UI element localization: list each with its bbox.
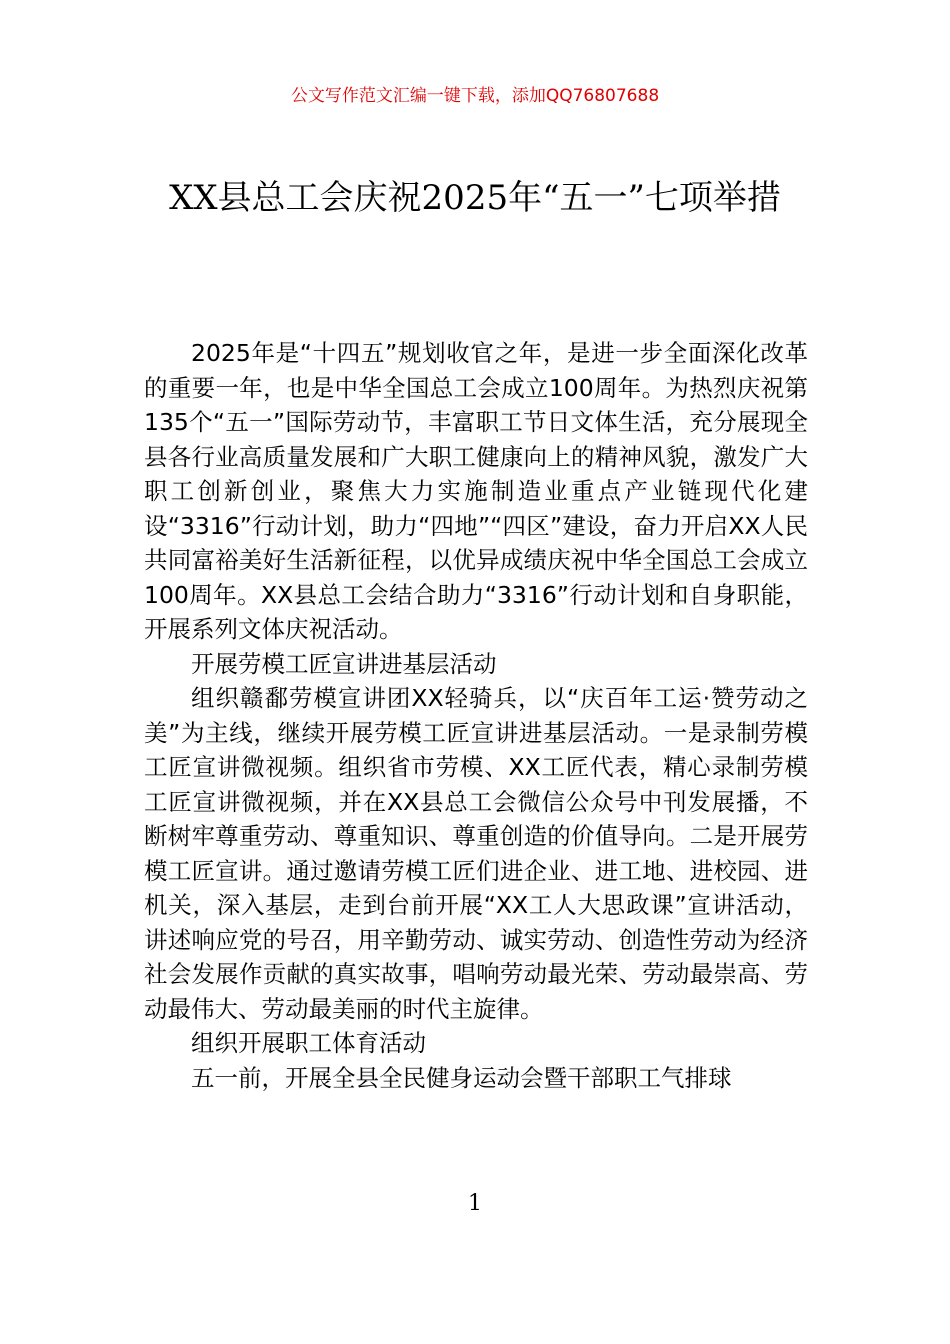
model-workers-paragraph: 组织赣鄱劳模宣讲团XX轻骑兵，以“庆百年工运·赞劳动之美”为主线，继续开展劳模工匠宣讲进基层活动。一是录制劳模工匠宣讲微视频。组织省市劳模、XX工匠代表，精心录制劳模工匠宣讲微视频，并在XX县总工会微信公众号中刊发展播，不断树牢尊重劳动、尊重知识、尊重创造的价值导向。二是开展劳模工匠宣讲。通过邀请劳模工匠们进企业、进工地、进校园、进机关，深入基层，走到台前开展“XX工人大思政课”宣讲活动，讲述响应党的号召，用辛勤劳动、诚实劳动、创造性劳动为经济社会发展作贡献的真实故事，唱响劳动最光荣、劳动最崇高、劳动最伟大、劳动最美丽的时代主旋律。 [144, 684, 808, 1023]
intro-paragraph: 2025年是“十四五”规划收官之年，是进一步全面深化改革的重要一年，也是中华全国总工会成立100周年。为热烈庆祝第135个“五一”国际劳动节，丰富职工节日文体生活，充分展现全县各行业高质量发展和广大职工健康向上的精神风貌，激发广大职工创新创业，聚焦大力实施制造业重点产业链现代化建设“3316”行动计划，助力“四地”“四区”建设，奋力开启XX人民共同富裕美好生活新征程，以优异成绩庆祝中华全国总工会成立100周年。XX县总工会结合助力“3316”行动计划和自身职能，开展系列文体庆祝活动。 [144, 339, 808, 643]
section-heading-sports: 组织开展职工体育活动 [191, 1029, 426, 1057]
download-notice: 公文写作范文汇编一键下载，添加QQ76807688 [290, 86, 660, 106]
document-title: XX县总工会庆祝2025年“五一”七项举措 [169, 178, 781, 218]
page-number: 1 [468, 1191, 482, 1216]
section-heading-model-workers: 开展劳模工匠宣讲进基层活动 [191, 649, 497, 678]
document-body [144, 336, 808, 1095]
sports-paragraph: 五一前，开展全县全民健身运动会暨干部职工气排球 [191, 1063, 732, 1092]
